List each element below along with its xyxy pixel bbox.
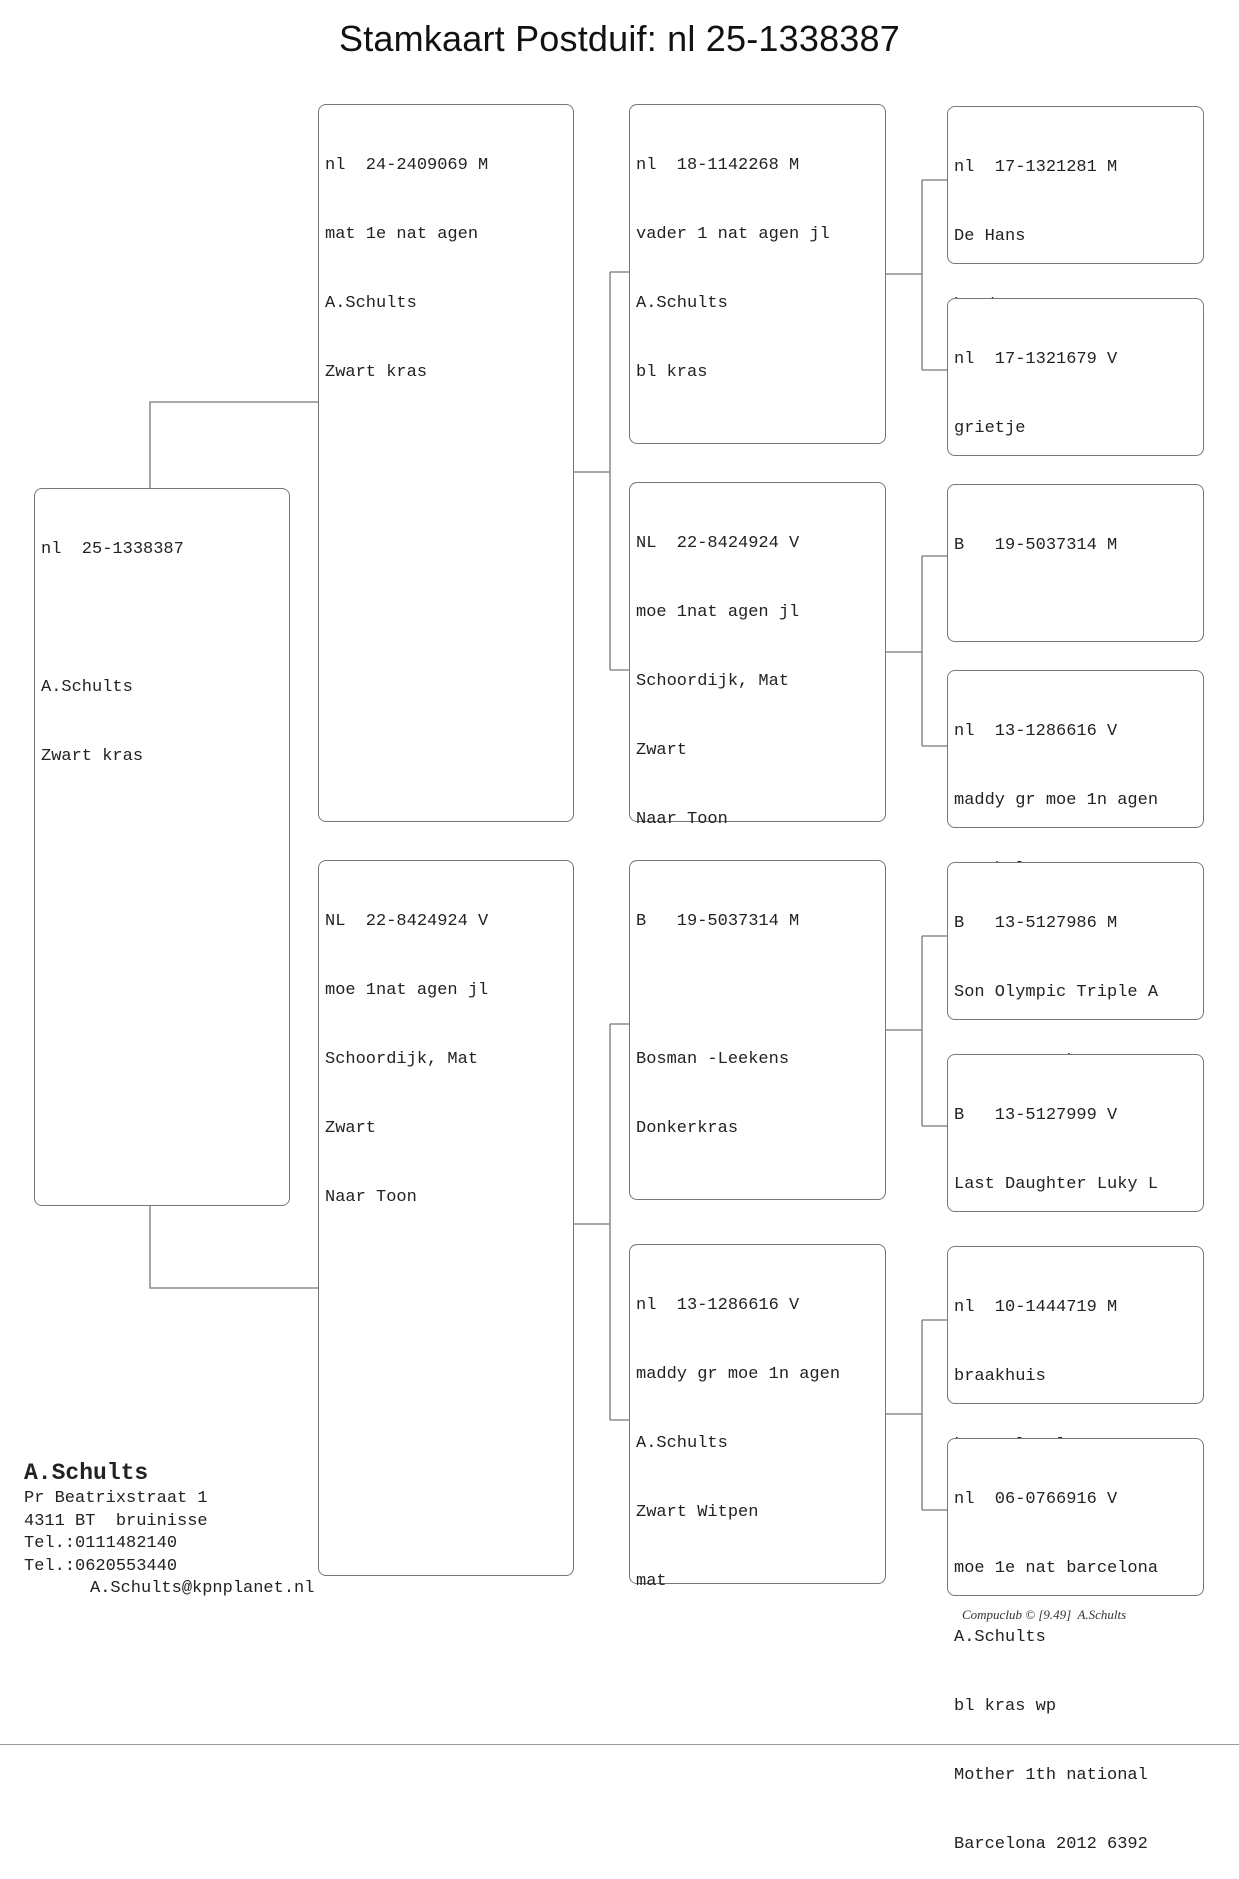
pedigree-card-fm-dam[interactable]: [947, 670, 1204, 828]
pedigree-card-mother-dam[interactable]: [629, 1244, 886, 1591]
ring-number: B 19-5037314 M: [954, 536, 1118, 555]
ring-number: nl 10-1444719 M: [954, 1298, 1118, 1317]
ring-number: B 19-5037314 M: [636, 912, 800, 931]
pedigree-card-mother-sire[interactable]: [629, 860, 886, 1200]
card-line: A.Schults: [325, 294, 417, 313]
pedigree-card-fm-sire[interactable]: [947, 484, 1204, 642]
ring-number: NL 22-8424924 V: [325, 912, 489, 931]
card-line: [954, 603, 1197, 626]
ring-number: nl 17-1321679 V: [954, 350, 1118, 369]
card-line: A.Schults: [954, 1628, 1046, 1647]
pedigree-card-father-dam[interactable]: [629, 482, 886, 829]
ring-number: nl 13-1286616 V: [636, 1296, 800, 1315]
pedigree-card-ff-dam[interactable]: [947, 298, 1204, 456]
card-line: mat 1e nat agen: [325, 225, 479, 244]
ring-number: NL 22-8424924 V: [636, 534, 800, 553]
card-line: Naar Toon: [325, 1188, 417, 1207]
card-line: bl kras: [636, 363, 708, 382]
card-line: [41, 607, 283, 630]
pedigree-card-mf-sire[interactable]: [947, 862, 1204, 1020]
owner-phone-1: Tel.:0111482140: [24, 1534, 178, 1553]
pedigree-card-subject[interactable]: [34, 488, 290, 1206]
owner-street: Pr Beatrixstraat 1: [24, 1489, 208, 1508]
owner-name: A.Schults: [24, 1460, 149, 1486]
card-line: Zwart kras: [41, 747, 144, 766]
ring-number: nl 06-0766916 V: [954, 1490, 1118, 1509]
pedigree-card-ff-sire[interactable]: [947, 106, 1204, 264]
pedigree-card-mm-sire[interactable]: [947, 1246, 1204, 1404]
card-line: Zwart: [636, 741, 688, 760]
owner-email: A.Schults@kpnplanet.nl: [90, 1579, 315, 1598]
software-footer: Compuclub © [9.49] A.Schults: [962, 1607, 1127, 1622]
card-line: moe 1nat agen jl: [325, 981, 489, 1000]
card-line: bl kras wp: [954, 1697, 1057, 1716]
card-line: maddy gr moe 1n agen: [636, 1365, 841, 1384]
card-line: Bosman -Leekens: [636, 1050, 790, 1069]
card-line: Son Olympic Triple A: [954, 983, 1159, 1002]
ring-number: B 13-5127986 M: [954, 914, 1118, 933]
card-line: Mother 1th national: [954, 1766, 1148, 1785]
card-line: mat: [636, 1572, 667, 1591]
card-line: Schoordijk, Mat: [636, 672, 790, 691]
card-line: A.Schults: [41, 678, 133, 697]
card-line: moe 1nat agen jl: [636, 603, 800, 622]
owner-address-block: [24, 1458, 314, 1601]
card-line: A.Schults: [636, 1434, 728, 1453]
card-line: maddy gr moe 1n agen: [954, 791, 1159, 810]
ring-number: nl 18-1142268 M: [636, 156, 800, 175]
pedigree-card-mother[interactable]: [318, 860, 574, 1576]
pedigree-card-father-sire[interactable]: [629, 104, 886, 444]
card-line: Zwart kras: [325, 363, 428, 382]
card-line: Naar Toon: [636, 810, 728, 829]
card-line: grietje: [954, 419, 1026, 438]
card-line: Donkerkras: [636, 1119, 739, 1138]
pedigree-card-father[interactable]: [318, 104, 574, 822]
ring-number: nl 17-1321281 M: [954, 158, 1118, 177]
card-line: Barcelona 2012 6392: [954, 1835, 1148, 1854]
ring-number: B 13-5127999 V: [954, 1106, 1118, 1125]
pedigree-card-mf-dam[interactable]: [947, 1054, 1204, 1212]
card-line: Schoordijk, Mat: [325, 1050, 479, 1069]
card-line: braakhuis: [954, 1367, 1046, 1386]
card-line: vader 1 nat agen jl: [636, 225, 830, 244]
page-title: Stamkaart Postduif: nl 25-1338387: [339, 18, 900, 59]
card-line: [636, 979, 879, 1002]
card-line: Zwart Witpen: [636, 1503, 759, 1522]
ring-number: nl 24-2409069 M: [325, 156, 489, 175]
ring-number: nl 25-1338387: [41, 540, 184, 559]
owner-phone-2: Tel.:0620553440: [24, 1556, 178, 1576]
ring-number: nl 13-1286616 V: [954, 722, 1118, 741]
card-line: De Hans: [954, 227, 1026, 246]
card-line: moe 1e nat barcelona: [954, 1559, 1159, 1578]
scan-bottom-edge: [0, 1744, 1239, 1745]
card-line: Last Daughter Luky L: [954, 1175, 1159, 1194]
card-line: A.Schults: [636, 294, 728, 313]
owner-city: 4311 BT bruinisse: [24, 1511, 208, 1531]
card-line: Zwart: [325, 1119, 377, 1138]
